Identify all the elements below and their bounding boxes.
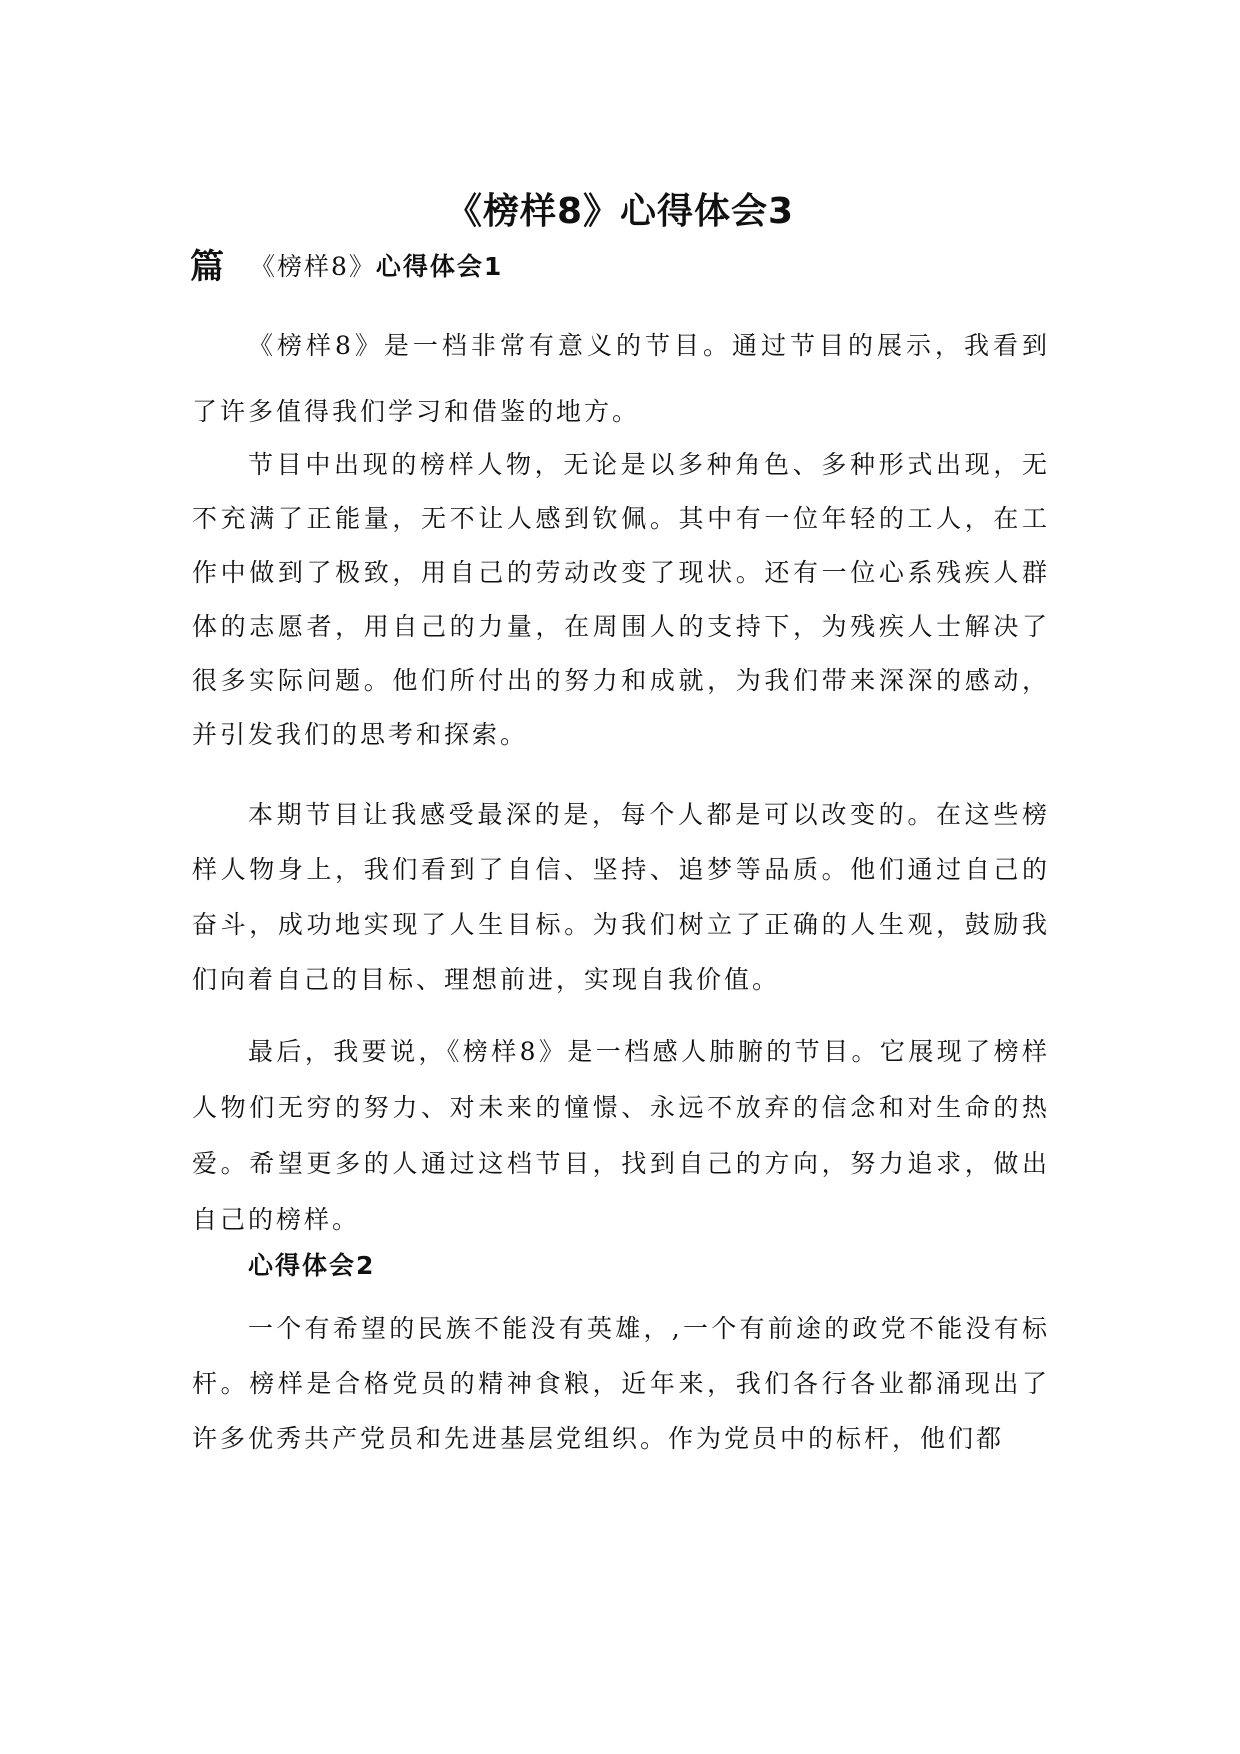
section-heading: [190, 245, 503, 289]
paragraph-2: 节目中出现的榜样人物，无论是以多种角色、多种形式出现，无不充满了正能量，无不让人感到钦佩。其中有一位年轻的工人，在工作中做到了极致，用自己的劳动改变了现状。还有一位心系残疾人群体的志愿者，用自己的力量，在周围人的支持下，为残疾人士解决了很多实际问题。他们所付出的努力和成就，为我们带来深深的感动，并引发我们的思考和探索。: [192, 450, 1050, 749]
paragraph-1: 《榜样8》是一档非常有意义的节目。通过节目的展示，我看到了许多值得我们学习和借鉴的地方。: [192, 331, 1050, 426]
sub-heading: 心得体会2: [248, 1251, 376, 1280]
section-title: [250, 245, 503, 289]
document-title: 《榜样8》心得体会3: [445, 191, 795, 232]
section-title-quoted: 《榜样8》: [250, 252, 376, 281]
section-title-rest: 心得体会1: [375, 252, 504, 281]
paragraph-3: 本期节目让我感受最深的是，每个人都是可以改变的。在这些榜样人物身上，我们看到了自信、坚持、追梦等品质。他们通过自己的奋斗，成功地实现了人生目标。为我们树立了正确的人生观，鼓励我们向着自己的目标、理想前进，实现自我价值。: [192, 800, 1050, 994]
paragraph-5: 一个有希望的民族不能没有英雄，,一个有前途的政党不能没有标杆。榜样是合格党员的精神食粮，近年来，我们各行各业都涌现出了许多优秀共产党员和先进基层党组织。作为党员中的标杆，他们都: [192, 1314, 1050, 1453]
section-mark: 篇: [190, 247, 224, 287]
paragraph-4: 最后，我要说，《榜样8》是一档感人肺腑的节目。它展现了榜样人物们无穷的努力、对未来的憧憬、永远不放弃的信念和对生命的热爱。希望更多的人通过这档节目，找到自己的方向，努力追求，做出自己的榜样。: [192, 1037, 1050, 1234]
